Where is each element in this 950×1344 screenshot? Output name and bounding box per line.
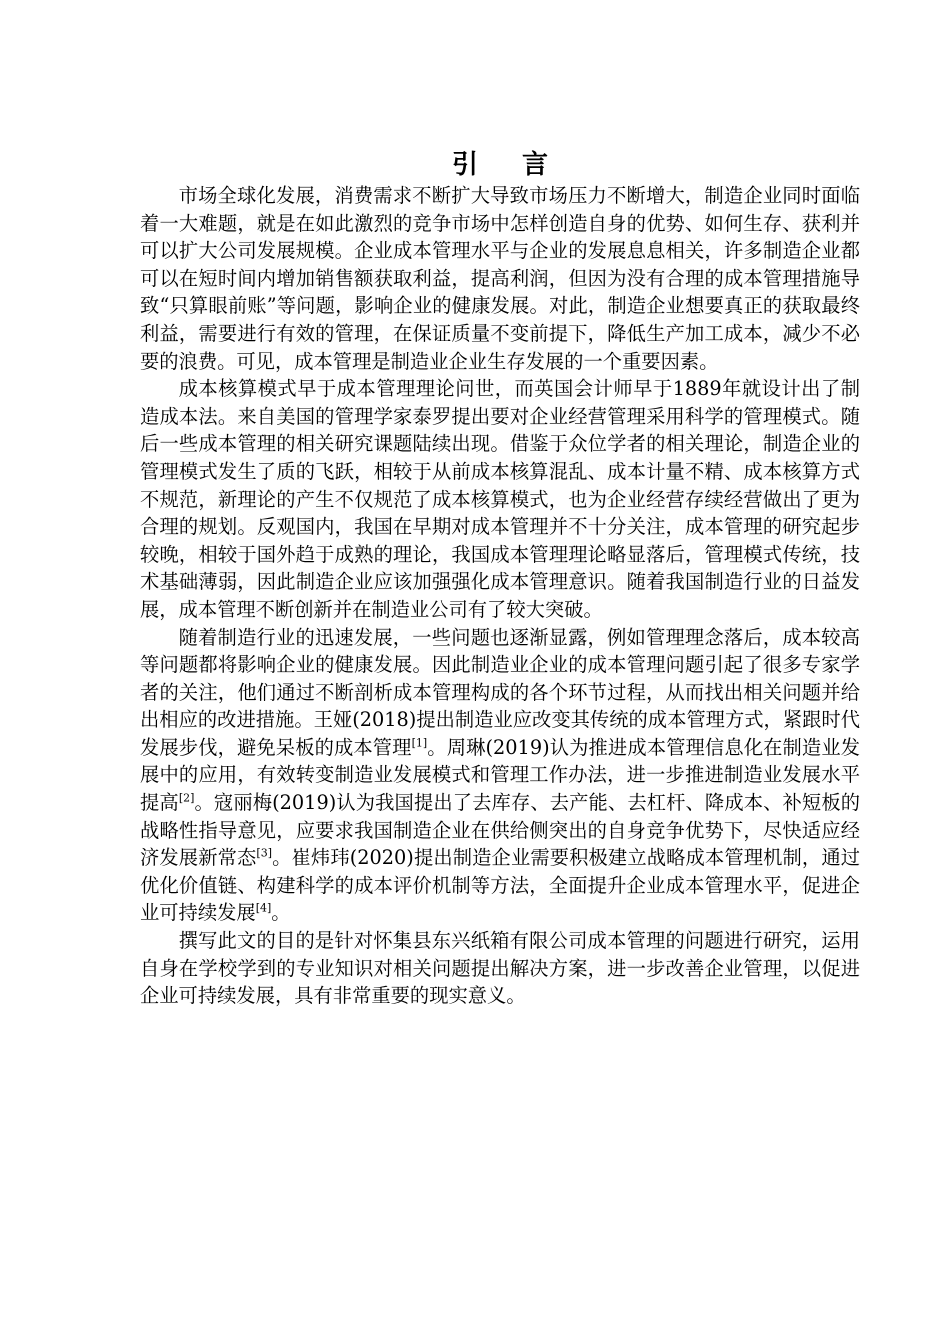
- citation-ref: [1]: [411, 736, 428, 750]
- paragraph-text: 。: [271, 901, 291, 925]
- paragraph-text: 撰写此文的目的是针对怀集县东兴纸箱有限公司成本管理的问题进行研究，运用自身在学校学到的专业知识对相关问题提出解决方案，进一步改善企业管理，以促进企业可持续发展，具有非常重要的现实意义。: [140, 929, 860, 1008]
- paragraph-text: 。周琳(2019)认为推进成本管理信息化在制造业发展中的应用，有效转变制造业发展模式和管理工作办法，进一步推进制造业发展水平提高: [140, 735, 860, 815]
- page-title: 引言: [451, 150, 592, 180]
- paragraph: [140, 624, 860, 928]
- citation-ref: [3]: [256, 846, 272, 860]
- paragraph: [140, 182, 860, 375]
- paragraph-text: 。寇丽梅(2019)认为我国提出了去库存、去产能、去杠杆、降成本、补短板的战略性指导意见，应要求我国制造企业在供给侧突出的自身竞争优势下，尽快适应经济发展新常态: [140, 791, 861, 870]
- paragraph: [140, 927, 860, 1010]
- paragraph-text: 成本核算模式早于成本管理理论问世，而英国会计师早于1889年就设计出了制造成本法。来自美国的管理学家泰罗提出要对企业经营管理采用科学的管理模式。随后一些成本管理的相关研究课题陆续出现。借鉴于众位学者的相关理论，制造企业的管理模式发生了质的飞跃，相较于从前成本核算混乱、成本计量不精、成本核算方式不规范，新理论的产生不仅规范了成本核算模式，也为企业经营存续经营做出了更为合理的规划。反观国内，我国在早期对成本管理并不十分关注，成本管理的研究起步较晚，相较于国外趋于成熟的理论，我国成本管理理论略显落后，管理模式传统，技术基础薄弱，因此制造企业应该加强强化成本管理意识。随着我国制造行业的日益发展，成本管理不断创新并在制造业公司有了较大突破。: [140, 377, 860, 621]
- citation-ref: [4]: [255, 902, 272, 916]
- citation-ref: [2]: [178, 791, 195, 805]
- document-page: [140, 150, 860, 1010]
- paragraph-text: 随着制造行业的迅速发展，一些问题也逐渐显露，例如管理理念落后，成本较高等问题都将影响企业的健康发展。因此制造业企业的成本管理问题引起了很多专家学者的关注，他们通过不断剖析成本管理构成的各个环节过程，从而找出相关问题并给出相应的改进措施。王娅(2018)提出制造业应改变其传统的成本管理方式，紧跟时代发展步伐，避免呆板的成本管理: [140, 625, 860, 759]
- document-body: [140, 182, 860, 1010]
- paragraph-text: 。崔炜玮(2020)提出制造企业需要积极建立战略成本管理机制，通过优化价值链、构建科学的成本评价机制等方法，全面提升企业成本管理水平，促进企业可持续发展: [140, 846, 860, 925]
- paragraph: [140, 375, 860, 623]
- paragraph-text: 市场全球化发展，消费需求不断扩大导致市场压力不断增大，制造企业同时面临着一大难题，就是在如此激烈的竞争市场中怎样创造自身的优势、如何生存、获利并可以扩大公司发展规模。企业成本管理水平与企业的发展息息相关，许多制造企业都可以在短时间内增加销售额获取利益，提高利润，但因为没有合理的成本管理措施导致“只算眼前账”等问题，影响企业的健康发展。对此，制造企业想要真正的获取最终利益，需要进行有效的管理，在保证质量不变前提下，降低生产加工成本，减少不必要的浪费。可见，成本管理是制造业企业生存发展的一个重要因素。: [140, 184, 860, 373]
